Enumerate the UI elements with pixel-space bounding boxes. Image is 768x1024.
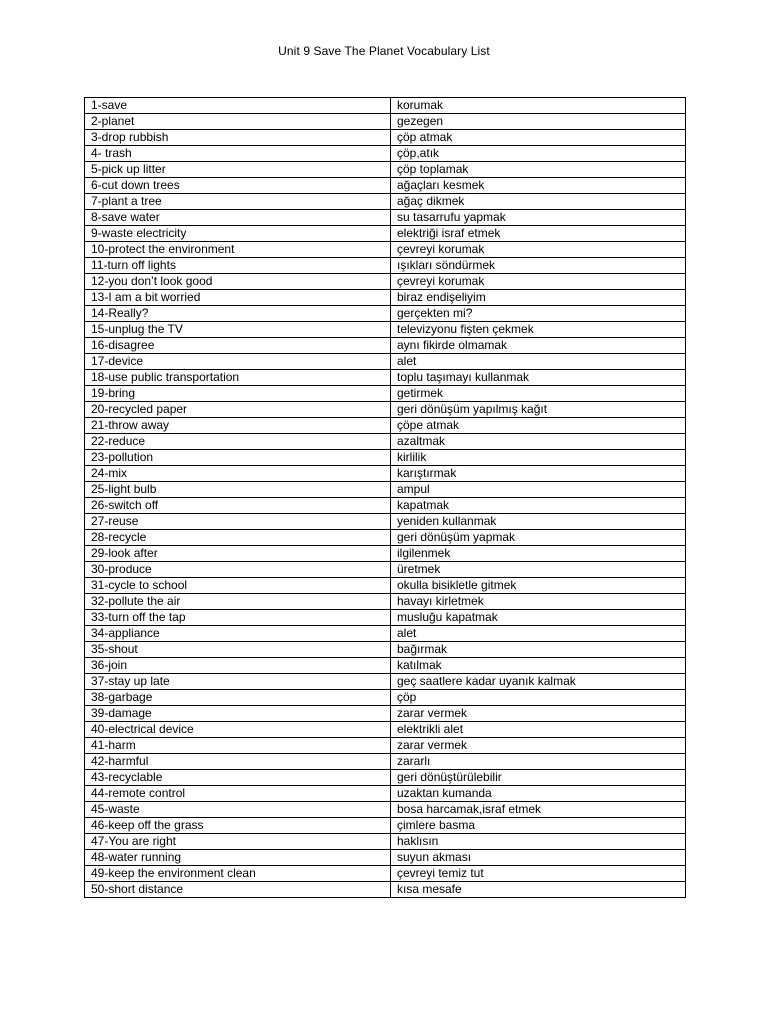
table-row [85, 306, 686, 322]
english-term-cell: 13-I am a bit worried [85, 290, 391, 306]
turkish-translation-cell: çevreyi korumak [391, 274, 686, 290]
english-term-cell: 14-Really? [85, 306, 391, 322]
english-term-cell: 2-planet [85, 114, 391, 130]
turkish-translation-cell: kısa mesafe [391, 882, 686, 898]
table-row [85, 226, 686, 242]
vocabulary-table [84, 97, 686, 898]
english-term-cell: 17-device [85, 354, 391, 370]
table-row [85, 770, 686, 786]
turkish-translation-cell: biraz endişeliyim [391, 290, 686, 306]
english-term-cell: 1-save [85, 98, 391, 114]
english-term-cell: 34-appliance [85, 626, 391, 642]
english-term-cell: 26-switch off [85, 498, 391, 514]
table-row [85, 722, 686, 738]
english-term-cell: 32-pollute the air [85, 594, 391, 610]
turkish-translation-cell: ampul [391, 482, 686, 498]
turkish-translation-cell: üretmek [391, 562, 686, 578]
english-term-cell: 22-reduce [85, 434, 391, 450]
english-term-cell: 47-You are right [85, 834, 391, 850]
english-term-cell: 44-remote control [85, 786, 391, 802]
turkish-translation-cell: azaltmak [391, 434, 686, 450]
table-row [85, 642, 686, 658]
turkish-translation-cell: aynı fikirde olmamak [391, 338, 686, 354]
english-term-cell: 9-waste electricity [85, 226, 391, 242]
turkish-translation-cell: çimlere basma [391, 818, 686, 834]
turkish-translation-cell: bosa harcamak,israf etmek [391, 802, 686, 818]
turkish-translation-cell: çöp toplamak [391, 162, 686, 178]
english-term-cell: 16-disagree [85, 338, 391, 354]
table-row [85, 818, 686, 834]
turkish-translation-cell: alet [391, 354, 686, 370]
turkish-translation-cell: bağırmak [391, 642, 686, 658]
table-row [85, 482, 686, 498]
english-term-cell: 49-keep the environment clean [85, 866, 391, 882]
table-row [85, 530, 686, 546]
english-term-cell: 48-water running [85, 850, 391, 866]
turkish-translation-cell: alet [391, 626, 686, 642]
table-row [85, 322, 686, 338]
english-term-cell: 3-drop rubbish [85, 130, 391, 146]
turkish-translation-cell: çevreyi temiz tut [391, 866, 686, 882]
table-row [85, 242, 686, 258]
turkish-translation-cell: yeniden kullanmak [391, 514, 686, 530]
english-term-cell: 42-harmful [85, 754, 391, 770]
english-term-cell: 38-garbage [85, 690, 391, 706]
turkish-translation-cell: çöp,atık [391, 146, 686, 162]
turkish-translation-cell: ağaçları kesmek [391, 178, 686, 194]
english-term-cell: 36-join [85, 658, 391, 674]
turkish-translation-cell: kapatmak [391, 498, 686, 514]
english-term-cell: 20-recycled paper [85, 402, 391, 418]
turkish-translation-cell: ağaç dikmek [391, 194, 686, 210]
turkish-translation-cell: geri dönüşüm yapılmış kağıt [391, 402, 686, 418]
turkish-translation-cell: zararlı [391, 754, 686, 770]
table-row [85, 610, 686, 626]
english-term-cell: 50-short distance [85, 882, 391, 898]
turkish-translation-cell: haklısın [391, 834, 686, 850]
table-row [85, 626, 686, 642]
turkish-translation-cell: çevreyi korumak [391, 242, 686, 258]
turkish-translation-cell: çöp [391, 690, 686, 706]
turkish-translation-cell: musluğu kapatmak [391, 610, 686, 626]
turkish-translation-cell: korumak [391, 98, 686, 114]
english-term-cell: 39-damage [85, 706, 391, 722]
table-row [85, 850, 686, 866]
turkish-translation-cell: toplu taşımayı kullanmak [391, 370, 686, 386]
table-row [85, 146, 686, 162]
english-term-cell: 40-electrical device [85, 722, 391, 738]
turkish-translation-cell: su tasarrufu yapmak [391, 210, 686, 226]
table-row [85, 402, 686, 418]
table-row [85, 258, 686, 274]
english-term-cell: 24-mix [85, 466, 391, 482]
table-row [85, 338, 686, 354]
table-row [85, 114, 686, 130]
english-term-cell: 33-turn off the tap [85, 610, 391, 626]
english-term-cell: 18-use public transportation [85, 370, 391, 386]
document-title: Unit 9 Save The Planet Vocabulary List [278, 44, 490, 58]
turkish-translation-cell: gerçekten mi? [391, 306, 686, 322]
table-row [85, 786, 686, 802]
turkish-translation-cell: katılmak [391, 658, 686, 674]
english-term-cell: 4- trash [85, 146, 391, 162]
table-row [85, 498, 686, 514]
english-term-cell: 6-cut down trees [85, 178, 391, 194]
table-row [85, 386, 686, 402]
english-term-cell: 11-turn off lights [85, 258, 391, 274]
english-term-cell: 29-look after [85, 546, 391, 562]
english-term-cell: 37-stay up late [85, 674, 391, 690]
turkish-translation-cell: elektrikli alet [391, 722, 686, 738]
english-term-cell: 10-protect the environment [85, 242, 391, 258]
english-term-cell: 45-waste [85, 802, 391, 818]
english-term-cell: 31-cycle to school [85, 578, 391, 594]
turkish-translation-cell: televizyonu fişten çekmek [391, 322, 686, 338]
turkish-translation-cell: elektriği israf etmek [391, 226, 686, 242]
english-term-cell: 21-throw away [85, 418, 391, 434]
table-row [85, 706, 686, 722]
turkish-translation-cell: kirlilik [391, 450, 686, 466]
turkish-translation-cell: havayı kirletmek [391, 594, 686, 610]
table-row [85, 290, 686, 306]
table-row [85, 658, 686, 674]
table-row [85, 274, 686, 290]
table-row [85, 834, 686, 850]
table-row [85, 866, 686, 882]
turkish-translation-cell: geri dönüştürülebilir [391, 770, 686, 786]
table-row [85, 802, 686, 818]
turkish-translation-cell: okulla bisikletle gitmek [391, 578, 686, 594]
english-term-cell: 28-recycle [85, 530, 391, 546]
table-row [85, 434, 686, 450]
table-row [85, 162, 686, 178]
turkish-translation-cell: geç saatlere kadar uyanık kalmak [391, 674, 686, 690]
table-row [85, 130, 686, 146]
english-term-cell: 5-pick up litter [85, 162, 391, 178]
table-row [85, 98, 686, 114]
turkish-translation-cell: çöpe atmak [391, 418, 686, 434]
table-row [85, 210, 686, 226]
table-row [85, 450, 686, 466]
table-row [85, 466, 686, 482]
english-term-cell: 30-produce [85, 562, 391, 578]
table-row [85, 738, 686, 754]
table-row [85, 354, 686, 370]
english-term-cell: 46-keep off the grass [85, 818, 391, 834]
table-row [85, 594, 686, 610]
english-term-cell: 7-plant a tree [85, 194, 391, 210]
turkish-translation-cell: ışıkları söndürmek [391, 258, 686, 274]
turkish-translation-cell: karıştırmak [391, 466, 686, 482]
table-row [85, 674, 686, 690]
english-term-cell: 25-light bulb [85, 482, 391, 498]
table-row [85, 754, 686, 770]
table-row [85, 546, 686, 562]
table-row [85, 690, 686, 706]
english-term-cell: 12-you don’t look good [85, 274, 391, 290]
table-row [85, 562, 686, 578]
turkish-translation-cell: çöp atmak [391, 130, 686, 146]
english-term-cell: 15-unplug the TV [85, 322, 391, 338]
english-term-cell: 43-recyclable [85, 770, 391, 786]
turkish-translation-cell: ilgilenmek [391, 546, 686, 562]
english-term-cell: 41-harm [85, 738, 391, 754]
turkish-translation-cell: zarar vermek [391, 738, 686, 754]
turkish-translation-cell: suyun akması [391, 850, 686, 866]
table-row [85, 578, 686, 594]
table-row [85, 178, 686, 194]
turkish-translation-cell: geri dönüşüm yapmak [391, 530, 686, 546]
table-row [85, 370, 686, 386]
turkish-translation-cell: zarar vermek [391, 706, 686, 722]
english-term-cell: 19-bring [85, 386, 391, 402]
table-row [85, 882, 686, 898]
table-row [85, 418, 686, 434]
turkish-translation-cell: getirmek [391, 386, 686, 402]
english-term-cell: 8-save water [85, 210, 391, 226]
english-term-cell: 35-shout [85, 642, 391, 658]
english-term-cell: 27-reuse [85, 514, 391, 530]
table-row [85, 514, 686, 530]
turkish-translation-cell: gezegen [391, 114, 686, 130]
turkish-translation-cell: uzaktan kumanda [391, 786, 686, 802]
table-row [85, 194, 686, 210]
english-term-cell: 23-pollution [85, 450, 391, 466]
vocabulary-table-body [85, 98, 686, 898]
